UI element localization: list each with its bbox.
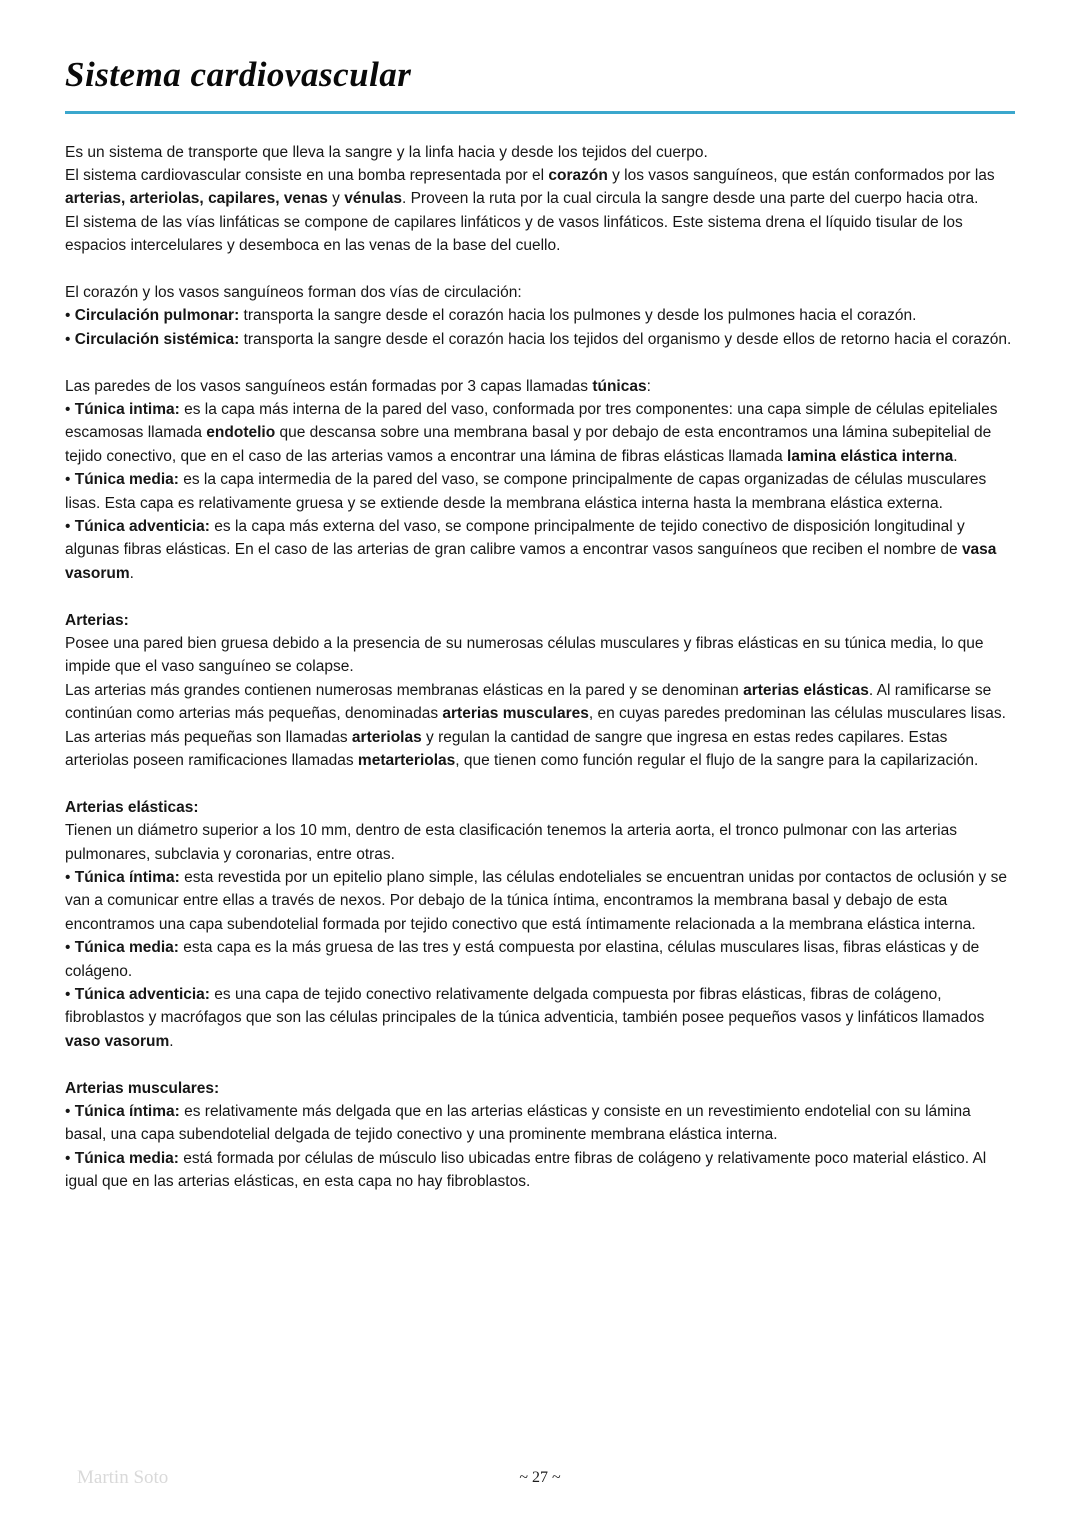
body-text: . Al ramificarse se continúan como arterias más pequeñas, denominadas bbox=[65, 681, 992, 723]
paragraph bbox=[65, 1077, 1015, 1100]
body-text: es una capa de tejido conectivo relativamente delgada compuesta por fibras elásticas, fibras de colágeno, fibroblastos y macrófagos que son las células principales de la túnica adventicia, también posee pequeños vasos y linfáticos llamados bbox=[65, 986, 985, 1027]
body-text: y regulan la cantidad de sangre que ingresa en estas redes capilares. Estas arteriolas poseen ramificaciones llamadas bbox=[65, 728, 948, 770]
bold-text: Circulación pulmonar: bbox=[74, 307, 240, 325]
paragraph bbox=[65, 141, 1015, 164]
body-text: esta capa es la más gruesa de las tres y está compuesta por elastina, células musculares lisas, fibras elásticas y de colágeno. bbox=[65, 939, 980, 980]
bold-text: Túnica íntima: bbox=[74, 869, 180, 887]
bold-text: Túnica media: bbox=[74, 471, 179, 489]
footer-page-number: ~ 27 ~ bbox=[519, 1469, 561, 1486]
body-text: y bbox=[327, 190, 345, 208]
bold-text: arteriolas, bbox=[129, 190, 204, 208]
paragraph bbox=[65, 1100, 1015, 1147]
paragraph bbox=[65, 1147, 1015, 1194]
paragraph bbox=[65, 983, 1015, 1053]
body-text: , que tienen como función regular el flujo de la sangre para la capilarización. bbox=[455, 752, 979, 770]
footer-author: Martin Soto bbox=[77, 1467, 169, 1488]
body-text: . bbox=[129, 564, 134, 582]
title-underline bbox=[65, 111, 1015, 114]
paragraph bbox=[65, 211, 1015, 258]
body-text: : bbox=[646, 377, 651, 395]
paragraph-spacer bbox=[65, 258, 1015, 281]
body-text: • bbox=[65, 1103, 75, 1121]
paragraph bbox=[65, 281, 1015, 304]
bold-text: Túnica íntima: bbox=[74, 1103, 180, 1121]
bold-text: capilares, bbox=[208, 190, 280, 208]
paragraph bbox=[65, 164, 1015, 211]
paragraph bbox=[65, 632, 1015, 679]
paragraph-spacer bbox=[65, 772, 1015, 795]
bold-text: Túnica media: bbox=[74, 939, 179, 957]
body-text: que descansa sobre una membrana basal y por debajo de esta encontramos una lámina subepitelial de tejido conectivo, que en el caso de las arterias vamos a encontrar una lámina de fibras elásticas llamada bbox=[65, 424, 992, 465]
paragraph bbox=[65, 304, 1015, 327]
page-footer bbox=[65, 1467, 1015, 1491]
body-text: El sistema de las vías linfáticas se compone de capilares linfáticos y de vasos linfáticos. Este sistema drena el líquido tisular de los espacios intercelulares y desemboca en las venas de la base del cuello. bbox=[65, 213, 963, 255]
paragraph-spacer bbox=[65, 351, 1015, 374]
body-text: • bbox=[65, 330, 75, 348]
paragraph bbox=[65, 796, 1015, 819]
paragraph bbox=[65, 866, 1015, 936]
paragraph bbox=[65, 726, 1015, 773]
body-text: Tienen un diámetro superior a los 10 mm, dentro de esta clasificación tenemos la arteria aorta, el tronco pulmonar con las arterias pulmonares, subclavia y coronarias, entre otras. bbox=[65, 822, 957, 863]
bold-text: Arterias musculares: bbox=[65, 1079, 220, 1097]
bold-text: venas bbox=[283, 190, 328, 208]
bold-text: arterias, bbox=[65, 190, 126, 208]
body-text: • bbox=[65, 869, 75, 887]
paragraph bbox=[65, 515, 1015, 585]
body-text: y los vasos sanguíneos, que están conformados por las bbox=[607, 166, 995, 184]
body-text: . bbox=[953, 447, 958, 465]
page-title: Sistema cardiovascular bbox=[65, 55, 412, 94]
bold-text: Túnica media: bbox=[74, 1149, 179, 1167]
body-text: . bbox=[169, 1032, 174, 1050]
body-text: es la capa más interna de la pared del vaso, conformada por tres componentes: una capa simple de células epiteliales escamosas llamada bbox=[65, 400, 998, 442]
paragraph bbox=[65, 936, 1015, 983]
body-text: , en cuyas paredes predominan las células musculares lisas. bbox=[588, 705, 1006, 723]
body-text: • bbox=[65, 939, 75, 957]
body-text: es relativamente más delgada que en las arterias elásticas y consiste en un revestimiento endotelial con su lámina basal, una capa subendotelial delgada de tejido conectivo y una prominente membrana elástica interna. bbox=[65, 1103, 971, 1144]
bold-text: arterias elásticas bbox=[743, 681, 869, 699]
body-text: Es un sistema de transporte que lleva la sangre y la linfa hacia y desde los tejidos del cuerpo. bbox=[65, 143, 708, 161]
body-text: Posee una pared bien gruesa debido a la presencia de su numerosas células musculares y fibras elásticas en su túnica media, lo que impide que el vaso sanguíneo se colapse. bbox=[65, 634, 984, 676]
paragraph bbox=[65, 609, 1015, 632]
body-text: El sistema cardiovascular consiste en una bomba representada por el bbox=[65, 166, 549, 184]
paragraph bbox=[65, 375, 1015, 398]
bold-text: Circulación sistémica: bbox=[74, 330, 240, 348]
body-text: transporta la sangre desde el corazón hacia los tejidos del organismo y desde ellos de retorno hacia el corazón. bbox=[239, 330, 1012, 348]
paragraph bbox=[65, 328, 1015, 351]
paragraph-spacer bbox=[65, 1053, 1015, 1076]
paragraph bbox=[65, 468, 1015, 515]
paragraph bbox=[65, 819, 1015, 866]
body-text: está formada por células de músculo liso ubicadas entre fibras de colágeno y relativamente poco material elástico. Al igual que en las arterias elásticas, en esta capa no hay fibroblastos. bbox=[65, 1149, 987, 1191]
body-text: transporta la sangre desde el corazón hacia los pulmones y desde los pulmones hacia el corazón. bbox=[239, 307, 917, 325]
bold-text: metarteriolas bbox=[357, 752, 456, 770]
bold-text: arterias musculares bbox=[442, 705, 589, 723]
body-text: es la capa intermedia de la pared del vaso, se compone principalmente de capas organizadas de células musculares lisas. Esta capa es relativamente gruesa y se extiende desde la membrana elástica interna hasta la membrana elástica externa. bbox=[65, 471, 987, 512]
paragraph bbox=[65, 398, 1015, 468]
bold-text: arteriolas bbox=[351, 728, 422, 746]
bold-text: Túnica intima: bbox=[74, 400, 180, 418]
paragraph-spacer bbox=[65, 585, 1015, 608]
body-text: • bbox=[65, 307, 75, 325]
bold-text: Arterias: bbox=[65, 611, 129, 629]
bold-text: corazón bbox=[548, 166, 608, 184]
bold-text: vasa vasorum bbox=[65, 541, 997, 582]
bold-text: endotelio bbox=[206, 424, 276, 442]
bold-text: vaso vasorum bbox=[65, 1032, 170, 1050]
body-text: Las arterias más grandes contienen numerosas membranas elásticas en la pared y se denominan bbox=[65, 681, 744, 699]
body-text: • bbox=[65, 471, 75, 489]
bold-text: vénulas bbox=[344, 190, 402, 208]
body-text: • bbox=[65, 986, 75, 1004]
document-body bbox=[65, 141, 1015, 1194]
bold-text: Túnica adventicia: bbox=[74, 517, 210, 535]
paragraph bbox=[65, 679, 1015, 726]
body-text: es la capa más externa del vaso, se compone principalmente de tejido conectivo de disposición longitudinal y algunas fibras elásticas. En el caso de las arterias de gran calibre vamos a encontrar vasos sanguíneos que reciben el nombre de bbox=[65, 517, 965, 559]
body-text: • bbox=[65, 517, 75, 535]
body-text: esta revestida por un epitelio plano simple, las células endoteliales se encuentran unidas por contactos de oclusión y se van a comunicar entre ellas a través de nexos. Por debajo de la túnica íntima, encontramos la membrana basal y debajo de esta encontramos una capa subendotelial formada por tejido conectivo que está íntimamente relacionada a la membrana elástica interna. bbox=[65, 869, 1007, 933]
bold-text: túnicas bbox=[592, 377, 647, 395]
body-text: Las arterias más pequeñas son llamadas bbox=[65, 728, 352, 746]
body-text: El corazón y los vasos sanguíneos forman dos vías de circulación: bbox=[65, 283, 522, 301]
body-text: . Proveen la ruta por la cual circula la sangre desde una parte del cuerpo hacia otra. bbox=[401, 190, 979, 208]
bold-text: lamina elástica interna bbox=[787, 447, 954, 465]
body-text: • bbox=[65, 1149, 75, 1167]
bold-text: Túnica adventicia: bbox=[74, 986, 210, 1004]
bold-text: Arterias elásticas: bbox=[65, 798, 199, 816]
body-text: • bbox=[65, 400, 75, 418]
body-text: Las paredes de los vasos sanguíneos están formadas por 3 capas llamadas bbox=[65, 377, 593, 395]
